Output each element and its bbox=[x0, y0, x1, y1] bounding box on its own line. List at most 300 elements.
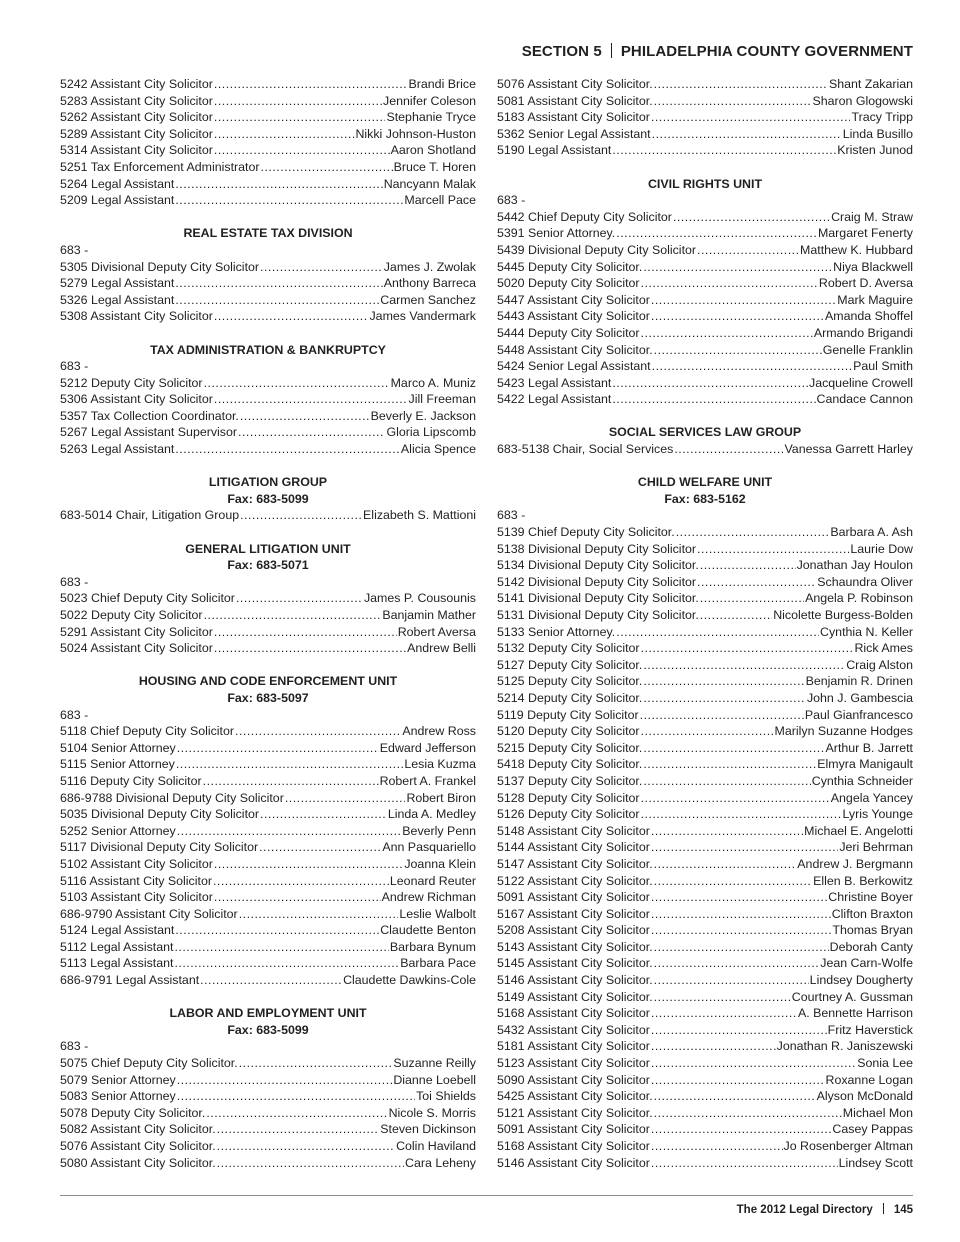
directory-entry bbox=[60, 972, 476, 989]
dot-leader bbox=[612, 142, 836, 159]
entry-name: Angela P. Robinson bbox=[805, 591, 913, 606]
section-gap bbox=[60, 524, 476, 541]
entry-title: 5443 Assistant City Solicitor bbox=[497, 309, 650, 324]
entry-title: 686-9788 Divisional Deputy City Solicitor bbox=[60, 790, 284, 805]
entry-title: 5442 Chief Deputy City Solicitor bbox=[497, 209, 672, 224]
dot-leader bbox=[651, 823, 803, 840]
dot-leader bbox=[200, 972, 342, 989]
dot-leader bbox=[177, 1088, 415, 1105]
entry-name: Banjamin Mather bbox=[382, 608, 476, 622]
phone-prefix: 683 - bbox=[497, 193, 526, 208]
directory-entry bbox=[60, 922, 476, 939]
directory-entry bbox=[60, 126, 476, 143]
dot-leader bbox=[204, 375, 390, 392]
section-heading: Fax: 683-5099 bbox=[227, 1022, 309, 1037]
entry-title: 5020 Deputy City Solicitor bbox=[497, 276, 640, 291]
entry-name: Craig Alston bbox=[846, 657, 913, 672]
directory-entry bbox=[60, 856, 476, 873]
entry-title: 5291 Assistant City Solicitor bbox=[60, 624, 213, 639]
entry-name: Beverly Penn bbox=[402, 823, 476, 838]
entry-name: Sonia Lee bbox=[857, 1056, 913, 1071]
entry-title: 5306 Assistant City Solicitor bbox=[60, 392, 213, 407]
dot-leader bbox=[700, 557, 796, 574]
directory-entry bbox=[497, 839, 913, 856]
dot-leader bbox=[177, 740, 379, 757]
entry-name: Shant Zakarian bbox=[828, 77, 913, 91]
entry-name: Lyris Younge bbox=[842, 807, 913, 822]
section-gap bbox=[60, 657, 476, 674]
entry-title: 5023 Chief Deputy City Solicitor bbox=[60, 591, 235, 606]
dot-leader bbox=[641, 275, 818, 292]
entry-title: 5308 Assistant City Solicitor bbox=[60, 309, 213, 324]
entry-name: Ann Pasquariello bbox=[382, 840, 476, 855]
entry-name: Laurie Dow bbox=[850, 541, 913, 556]
dot-leader bbox=[651, 1155, 838, 1172]
section-heading: TAX ADMINISTRATION & BANKRUPTCY bbox=[150, 342, 386, 357]
entry-title: 5448 Assistant City Solicitor. bbox=[497, 342, 653, 357]
entry-title: 5076 Assistant City Solicitor. bbox=[60, 1139, 216, 1153]
dot-leader bbox=[206, 1105, 387, 1122]
entry-title: 5104 Senior Attorney bbox=[60, 740, 176, 755]
page-header bbox=[522, 43, 913, 60]
dot-leader bbox=[177, 823, 402, 840]
directory-entry bbox=[60, 159, 476, 176]
entry-title: 5123 Assistant City Solicitor bbox=[497, 1056, 650, 1071]
entry-name: Jean Carn-Wolfe bbox=[820, 956, 913, 971]
entry-title: 5147 Assistant City Solicitor. bbox=[497, 856, 653, 871]
entry-title: 5091 Assistant City Solicitor bbox=[497, 1122, 650, 1137]
section-gap bbox=[497, 408, 913, 425]
directory-entry bbox=[497, 126, 913, 143]
directory-entry bbox=[497, 1155, 913, 1172]
entry-title: 5133 Senior Attorney. bbox=[497, 624, 616, 639]
directory-entry bbox=[497, 723, 913, 740]
entry-name: Andrew Richman bbox=[381, 890, 476, 905]
directory-entry bbox=[60, 740, 476, 757]
dot-leader bbox=[643, 673, 804, 690]
dot-leader bbox=[236, 590, 363, 607]
dot-leader bbox=[674, 441, 783, 458]
directory-entry bbox=[60, 607, 476, 624]
directory-entry bbox=[497, 823, 913, 840]
entry-title: 5432 Assistant City Solicitor bbox=[497, 1022, 650, 1037]
directory-entry bbox=[497, 740, 913, 757]
dot-leader bbox=[239, 1055, 393, 1072]
entry-name: Genelle Franklin bbox=[822, 342, 913, 357]
entry-title: 5117 Divisional Deputy City Solicitor bbox=[60, 840, 259, 855]
entry-name: Andrew Belli bbox=[407, 641, 476, 656]
entry-title: 5181 Assistant City Solicitor bbox=[497, 1039, 650, 1054]
entry-title: 5445 Deputy City Solicitor. bbox=[497, 259, 643, 274]
dot-leader bbox=[641, 790, 830, 807]
directory-entry bbox=[60, 308, 476, 325]
dot-leader bbox=[214, 109, 386, 126]
entry-title: 5112 Legal Assistant bbox=[60, 939, 174, 954]
dot-leader bbox=[651, 1038, 776, 1055]
directory-entry bbox=[497, 590, 913, 607]
entry-title: 5143 Assistant City Solicitor. bbox=[497, 939, 653, 954]
entry-name: Candace Cannon bbox=[816, 392, 913, 407]
section-heading: Fax: 683-5099 bbox=[227, 491, 309, 506]
entry-name: Dianne Loebell bbox=[393, 1072, 476, 1087]
section-heading: Fax: 683-5071 bbox=[227, 558, 309, 573]
entry-title: 5357 Tax Collection Coordinator. bbox=[60, 408, 239, 423]
entry-name: Paul Smith bbox=[853, 359, 913, 374]
directory-entry bbox=[497, 93, 913, 110]
entry-title: 5091 Assistant City Solicitor bbox=[497, 890, 650, 905]
dot-leader bbox=[654, 873, 812, 890]
entry-name: Alicia Spence bbox=[400, 442, 476, 457]
entry-name: Anthony Barreca bbox=[383, 276, 476, 291]
entry-name: Schaundra Oliver bbox=[817, 574, 913, 589]
directory-entry bbox=[497, 1088, 913, 1105]
entry-title: 5144 Assistant City Solicitor bbox=[497, 840, 650, 855]
entry-title: 5141 Divisional Deputy City Solicitor. bbox=[497, 591, 699, 606]
directory-entry bbox=[60, 955, 476, 972]
entry-name: Michael E. Angelotti bbox=[804, 823, 913, 838]
dot-leader bbox=[175, 275, 382, 292]
entry-title: 5391 Senior Attorney. bbox=[497, 226, 616, 241]
directory-entry bbox=[60, 507, 476, 524]
entry-name: John J. Gambescia bbox=[806, 690, 913, 705]
entry-title: 5116 Deputy City Solicitor bbox=[60, 773, 202, 788]
directory-entry bbox=[60, 906, 476, 923]
entry-name: Ellen B. Berkowitz bbox=[813, 873, 913, 888]
phone-prefix: 683 - bbox=[60, 707, 89, 722]
entry-title: 5120 Deputy City Solicitor bbox=[497, 724, 640, 739]
dot-leader bbox=[654, 76, 828, 93]
dot-leader bbox=[651, 839, 838, 856]
left-column bbox=[60, 76, 476, 1171]
entry-name: Paul Gianfrancesco bbox=[804, 707, 913, 722]
directory-entry bbox=[60, 192, 476, 209]
entry-title: 5183 Assistant City Solicitor bbox=[497, 110, 650, 125]
dot-leader bbox=[643, 773, 810, 790]
entry-title: 5078 Deputy City Solicitor. bbox=[60, 1105, 206, 1120]
directory-entry bbox=[60, 756, 476, 773]
directory-entry bbox=[497, 1072, 913, 1089]
entry-name: James Vandermark bbox=[369, 309, 476, 324]
dot-leader bbox=[238, 424, 385, 441]
phone-prefix: 683 - bbox=[60, 1039, 89, 1054]
entry-name: Michael Mon bbox=[842, 1105, 913, 1120]
entry-title: 5145 Assistant City Solicitor. bbox=[497, 956, 653, 971]
dot-leader bbox=[651, 308, 824, 325]
directory-entry bbox=[497, 342, 913, 359]
dot-leader bbox=[214, 76, 408, 93]
entry-title: 5121 Assistant City Solicitor. bbox=[497, 1105, 653, 1120]
directory-entry bbox=[60, 441, 476, 458]
entry-title: 5168 Assistant City Solicitor bbox=[497, 1139, 650, 1153]
directory-entry bbox=[497, 242, 913, 259]
dot-leader bbox=[214, 93, 382, 110]
entry-name: Jacqueline Crowell bbox=[809, 375, 913, 390]
directory-entry bbox=[60, 1138, 476, 1155]
entry-name: Arthur B. Jarrett bbox=[825, 740, 913, 755]
dot-leader bbox=[700, 607, 772, 624]
entry-title: 5267 Legal Assistant Supervisor bbox=[60, 425, 238, 440]
footer-divider bbox=[883, 1203, 884, 1214]
entry-title: 5082 Assistant City Solicitor. bbox=[60, 1122, 216, 1137]
directory-entry bbox=[497, 939, 913, 956]
directory-entry bbox=[497, 1105, 913, 1122]
entry-name: Robert Biron bbox=[406, 790, 476, 805]
entry-title: 5326 Legal Assistant bbox=[60, 292, 175, 307]
dot-leader bbox=[641, 325, 813, 342]
entry-title: 686-9791 Legal Assistant bbox=[60, 973, 200, 988]
entry-name: Christine Boyer bbox=[828, 890, 913, 905]
entry-title: 5264 Legal Assistant bbox=[60, 176, 175, 191]
directory-entry bbox=[497, 856, 913, 873]
entry-name: Joanna Klein bbox=[404, 856, 476, 871]
directory-entry bbox=[497, 922, 913, 939]
directory-entry bbox=[497, 142, 913, 159]
dot-leader bbox=[643, 657, 845, 674]
dot-leader bbox=[214, 308, 369, 325]
entry-name: Robert A. Frankel bbox=[379, 773, 476, 788]
entry-title: 5362 Senior Legal Assistant bbox=[497, 126, 651, 141]
dot-leader bbox=[175, 441, 400, 458]
directory-entry bbox=[497, 806, 913, 823]
dot-leader bbox=[260, 259, 383, 276]
entry-title: 5080 Assistant City Solicitor. bbox=[60, 1155, 216, 1170]
entry-name: Mark Maguire bbox=[837, 292, 913, 307]
directory-entry bbox=[497, 391, 913, 408]
entry-title: 5131 Divisional Deputy City Solicitor. bbox=[497, 608, 699, 622]
entry-title: 5148 Assistant City Solicitor bbox=[497, 823, 650, 838]
right-column bbox=[497, 76, 913, 1171]
section-label: SECTION 5 bbox=[521, 43, 602, 60]
entry-name: Robert Aversa bbox=[397, 624, 476, 639]
dot-leader bbox=[174, 955, 399, 972]
dot-leader bbox=[651, 922, 832, 939]
entry-name: Jo Rosenberger Altman bbox=[783, 1139, 913, 1153]
directory-entry bbox=[497, 259, 913, 276]
directory-entry bbox=[497, 375, 913, 392]
directory-entry bbox=[60, 1072, 476, 1089]
section-title: PHILADELPHIA COUNTY GOVERNMENT bbox=[620, 43, 913, 60]
dot-leader bbox=[651, 1121, 832, 1138]
dot-leader bbox=[213, 873, 389, 890]
entry-name: Sharon Glogowski bbox=[812, 93, 913, 108]
entry-name: Colin Haviland bbox=[396, 1139, 476, 1153]
entry-name: Thomas Bryan bbox=[832, 923, 913, 938]
entry-title: 5214 Deputy City Solicitor. bbox=[497, 690, 643, 705]
dot-leader bbox=[214, 624, 397, 641]
entry-name: Casey Pappas bbox=[832, 1122, 913, 1137]
dot-leader bbox=[204, 607, 382, 624]
dot-leader bbox=[175, 192, 403, 209]
entry-name: Nikki Johnson-Huston bbox=[355, 126, 476, 141]
dot-leader bbox=[641, 806, 842, 823]
dot-leader bbox=[177, 1072, 393, 1089]
dot-leader bbox=[203, 773, 379, 790]
entry-title: 5024 Assistant City Solicitor bbox=[60, 641, 213, 656]
entry-name: Cynthia Schneider bbox=[811, 773, 913, 788]
entry-title: 5118 Chief Deputy City Solicitor bbox=[60, 724, 235, 739]
entry-name: Steven Dickinson bbox=[380, 1122, 476, 1137]
entry-name: Barbara Bynum bbox=[389, 939, 476, 954]
directory-entry bbox=[497, 657, 913, 674]
entry-title: 5113 Legal Assistant bbox=[60, 956, 174, 971]
dot-leader bbox=[214, 856, 403, 873]
entry-name: Andrew Ross bbox=[402, 724, 476, 739]
section-heading: GENERAL LITIGATION UNIT bbox=[185, 541, 351, 556]
directory-entry bbox=[60, 292, 476, 309]
entry-title: 5262 Assistant City Solicitor bbox=[60, 110, 213, 125]
dot-leader bbox=[260, 806, 387, 823]
dot-leader bbox=[239, 906, 399, 923]
directory-entry bbox=[497, 1005, 913, 1022]
dot-leader bbox=[175, 292, 379, 309]
entry-name: Fritz Haverstick bbox=[827, 1022, 913, 1037]
dot-leader bbox=[651, 889, 827, 906]
directory-entry bbox=[497, 209, 913, 226]
directory-entry bbox=[497, 76, 913, 93]
dot-leader bbox=[214, 640, 406, 657]
directory-title: The 2012 Legal Directory bbox=[736, 1204, 873, 1216]
dot-leader bbox=[643, 756, 816, 773]
entry-name: Linda Busillo bbox=[842, 126, 913, 141]
entry-name: Margaret Fenerty bbox=[817, 226, 913, 241]
entry-name: Roxanne Logan bbox=[825, 1072, 913, 1087]
dot-leader bbox=[214, 142, 390, 159]
section-heading: SOCIAL SERVICES LAW GROUP bbox=[608, 425, 802, 440]
directory-entry bbox=[60, 939, 476, 956]
entry-title: 5305 Divisional Deputy City Solicitor bbox=[60, 259, 260, 274]
entry-title: 5279 Legal Assistant bbox=[60, 276, 175, 291]
directory-entry bbox=[60, 1155, 476, 1172]
directory-entry bbox=[60, 790, 476, 807]
entry-name: Gloria Lipscomb bbox=[386, 425, 476, 440]
dot-leader bbox=[673, 209, 830, 226]
directory-entry bbox=[60, 275, 476, 292]
directory-entry bbox=[60, 1055, 476, 1072]
dot-leader bbox=[640, 707, 804, 724]
entry-name: Marcell Pace bbox=[404, 193, 476, 208]
dot-leader bbox=[654, 93, 812, 110]
dot-leader bbox=[654, 972, 809, 989]
entry-title: 5126 Deputy City Solicitor bbox=[497, 807, 640, 822]
entry-title: 5424 Senior Legal Assistant bbox=[497, 359, 651, 374]
entry-name: Benjamin R. Drinen bbox=[805, 674, 913, 689]
directory-entry bbox=[497, 1138, 913, 1155]
directory-entry bbox=[60, 391, 476, 408]
dot-leader bbox=[217, 1155, 404, 1172]
section-gap bbox=[60, 989, 476, 1006]
directory-entry bbox=[497, 557, 913, 574]
entry-name: Barbara A. Ash bbox=[830, 525, 913, 540]
entry-name: Jonathan Jay Houlon bbox=[796, 558, 913, 573]
phone-prefix: 683 - bbox=[60, 574, 89, 589]
entry-title: 5168 Assistant City Solicitor bbox=[497, 1006, 650, 1021]
entry-title: 5314 Assistant City Solicitor bbox=[60, 143, 213, 158]
directory-entry bbox=[497, 773, 913, 790]
entry-title: 686-9790 Assistant City Solicitor bbox=[60, 906, 238, 921]
entry-title: 5102 Assistant City Solicitor bbox=[60, 856, 213, 871]
entry-name: Alyson McDonald bbox=[816, 1089, 913, 1104]
directory-entry bbox=[497, 1022, 913, 1039]
directory-entry bbox=[497, 756, 913, 773]
entry-title: 5208 Assistant City Solicitor bbox=[497, 923, 650, 938]
entry-name: Beverly E. Jackson bbox=[370, 408, 476, 423]
dot-leader bbox=[651, 1055, 856, 1072]
dot-leader bbox=[651, 292, 836, 309]
entry-name: Clifton Braxton bbox=[831, 906, 913, 921]
entry-title: 5125 Deputy City Solicitor. bbox=[497, 674, 643, 689]
entry-name: Lindsey Scott bbox=[838, 1155, 913, 1170]
dot-leader bbox=[652, 126, 842, 143]
dot-leader bbox=[643, 690, 806, 707]
dot-leader bbox=[235, 723, 401, 740]
directory-entry bbox=[60, 424, 476, 441]
dot-leader bbox=[214, 126, 355, 143]
directory-entry bbox=[497, 624, 913, 641]
section-heading: REAL ESTATE TAX DIVISION bbox=[183, 226, 353, 241]
entry-title: 5090 Assistant City Solicitor bbox=[497, 1072, 650, 1087]
entry-title: 5139 Chief Deputy City Solicitor. bbox=[497, 525, 675, 540]
entry-name: Armando Brigandi bbox=[813, 325, 913, 340]
dot-leader bbox=[654, 939, 829, 956]
entry-title: 5103 Assistant City Solicitor bbox=[60, 890, 213, 905]
dot-leader bbox=[641, 723, 774, 740]
entry-title: 5212 Deputy City Solicitor bbox=[60, 375, 203, 390]
entry-name: Tracy Tripp bbox=[851, 110, 913, 125]
entry-name: Kristen Junod bbox=[837, 143, 913, 158]
entry-title: 5081 Assistant City Solicitor. bbox=[497, 93, 653, 108]
dot-leader bbox=[214, 889, 381, 906]
entry-name: Lindsey Dougherty bbox=[809, 973, 913, 988]
directory-entry bbox=[60, 624, 476, 641]
entry-name: Jill Freeman bbox=[408, 392, 476, 407]
entry-title: 5283 Assistant City Solicitor bbox=[60, 93, 213, 108]
entry-name: Claudette Benton bbox=[380, 923, 476, 938]
entry-title: 5242 Assistant City Solicitor bbox=[60, 77, 213, 91]
dot-leader bbox=[697, 242, 799, 259]
entry-name: Marilyn Suzanne Hodges bbox=[774, 724, 913, 739]
dot-leader bbox=[612, 375, 808, 392]
directory-entry bbox=[497, 225, 913, 242]
dot-leader bbox=[676, 524, 830, 541]
dot-leader bbox=[612, 391, 815, 408]
dot-leader bbox=[700, 590, 804, 607]
dot-leader bbox=[654, 1105, 842, 1122]
entry-name: Barbara Pace bbox=[400, 956, 476, 971]
dot-leader bbox=[651, 1022, 827, 1039]
section-heading: Fax: 683-5097 bbox=[227, 690, 309, 705]
section-heading: HOUSING AND CODE ENFORCEMENT UNIT bbox=[138, 674, 398, 689]
section-heading: LITIGATION GROUP bbox=[208, 475, 328, 490]
directory-entry bbox=[497, 790, 913, 807]
directory-entry bbox=[497, 707, 913, 724]
entry-name: Elmyra Manigault bbox=[817, 757, 913, 772]
dot-leader bbox=[616, 624, 819, 641]
dot-leader bbox=[214, 391, 408, 408]
dot-leader bbox=[217, 1121, 380, 1138]
entry-name: Nancyann Malak bbox=[383, 176, 476, 191]
section-gap bbox=[60, 458, 476, 475]
entry-title: 5083 Senior Attorney bbox=[60, 1089, 176, 1104]
section-gap bbox=[60, 325, 476, 342]
dot-leader bbox=[651, 1005, 797, 1022]
directory-entry bbox=[497, 955, 913, 972]
entry-name: Nicole S. Morris bbox=[388, 1105, 476, 1120]
entry-title: 5263 Legal Assistant bbox=[60, 442, 175, 457]
dot-leader bbox=[651, 906, 831, 923]
entry-name: Craig M. Straw bbox=[831, 209, 913, 224]
entry-title: 5215 Deputy City Solicitor. bbox=[497, 740, 643, 755]
section-heading: LABOR AND EMPLOYMENT UNIT bbox=[169, 1006, 367, 1021]
